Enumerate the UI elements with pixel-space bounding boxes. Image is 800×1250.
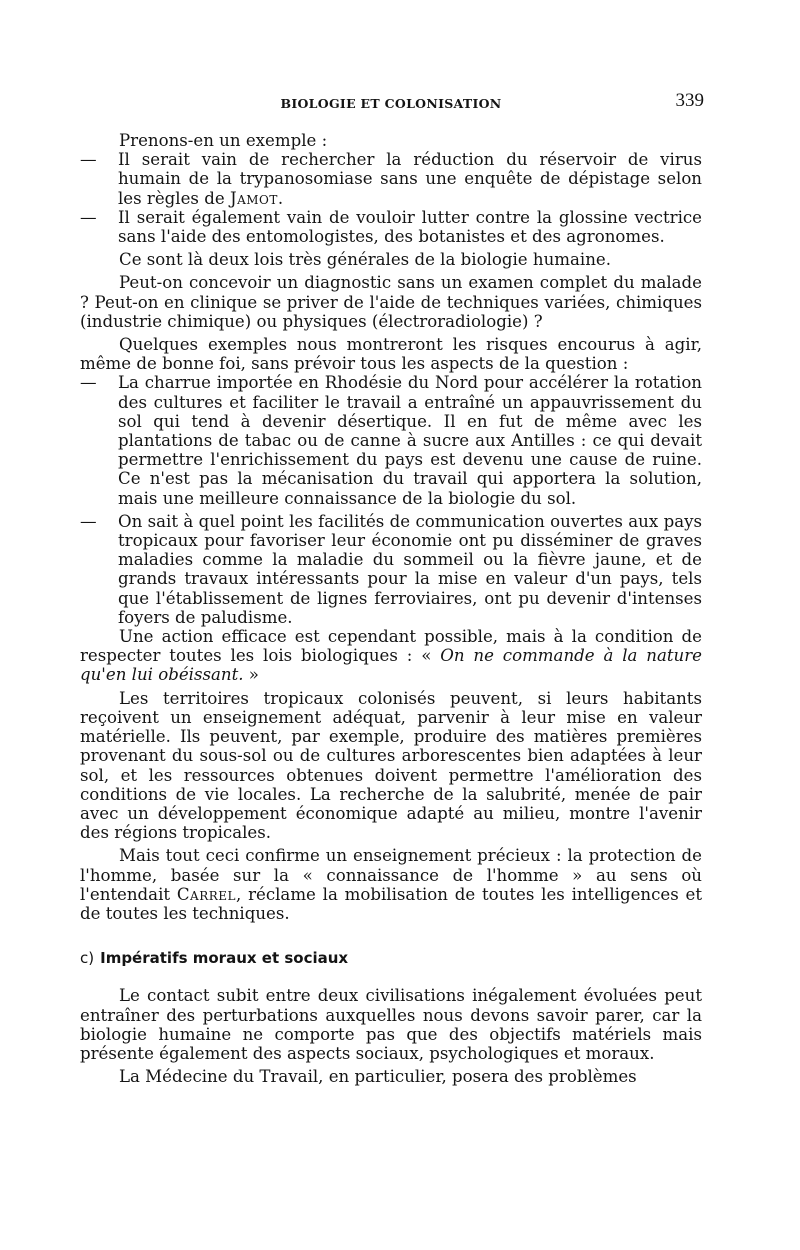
dash-item-text: On sait à quel point les facilités de communication ouvertes aux pays tropicaux pour favoriser leur économie ont pu disséminer de graves maladies comme la maladie du sommeil ou la fièvre jaune, et de grands travaux intéressants pour la mise en valeur d'un pays, tels que l'établissement de lignes ferroviaires, ont pu devenir d'intenses foyers de paludisme. bbox=[118, 511, 702, 627]
paragraph: Peut-on concevoir un diagnostic sans un examen complet du malade ? Peut-on en clinique se priver de l'aide de techniques variées, chimiques (industrie chimique) ou physiques (électroradiologie) ? bbox=[80, 273, 702, 331]
text-span: , réclame la mobilisation de toutes les intelligences et de toutes les techniques. bbox=[80, 884, 703, 923]
dash-item-text bbox=[118, 150, 702, 208]
quotation: On ne commande à la nature qu'en lui obéissant. bbox=[80, 646, 702, 685]
dash-item-text: La charrue importée en Rhodésie du Nord pour accélérer la rotation des cultures et faciliter le travail a entraîné un appauvrissement du sol qui tend à devenir désertique. Il en fut de même avec les plantations de tabac ou de canne à sucre aux Antilles : ce qui devait permettre l'enrichissement du pays est devenu une cause de ruine. Ce n'est pas la mécanisation du travail qui apportera la solution, mais une meilleure connaissance de la biologie du sol. bbox=[118, 373, 702, 508]
page-number: 339 bbox=[675, 90, 704, 111]
author-name: Carrel bbox=[176, 884, 237, 904]
paragraph: Ce sont là deux lois très générales de la biologie humaine. bbox=[119, 250, 611, 270]
dash-item bbox=[80, 150, 702, 208]
dash-mark: — bbox=[80, 511, 97, 531]
author-name: Jamot bbox=[229, 188, 278, 208]
text-span: Mais tout ceci confirme un enseignement précieux : la protection de l'homme, basée sur la « connaissance de l'homme » au sens où l'entendait bbox=[80, 846, 702, 904]
paragraph bbox=[80, 627, 702, 685]
text-span: . bbox=[277, 188, 284, 208]
dash-item bbox=[80, 208, 702, 246]
dash-item bbox=[80, 512, 702, 627]
dash-item bbox=[80, 373, 702, 507]
dash-mark: — bbox=[80, 150, 97, 170]
section-heading bbox=[80, 949, 702, 968]
paragraph: La Médecine du Travail, en particulier, posera des problèmes bbox=[119, 1067, 637, 1087]
running-head: BIOLOGIE ET COLONISATION bbox=[280, 96, 502, 111]
text-span: » bbox=[243, 665, 259, 685]
dash-mark: — bbox=[80, 373, 97, 393]
paragraph: Les territoires tropicaux colonisés peuvent, si leurs habitants reçoivent un enseignement adéquat, parvenir à leur mise en valeur matérielle. Ils peuvent, par exemple, produire des matières premières provenant du sous-sol ou de cultures arborescentes bien adaptées à leur sol, et les ressources obtenues doivent permettre l'amélioration des conditions de vie locales. La recherche de la salubrité, menée de pair avec un développement économique adapté au milieu, montre l'avenir des régions tropicales. bbox=[80, 688, 702, 843]
section-title: Impératifs moraux et sociaux bbox=[100, 949, 349, 968]
paragraph: Quelques exemples nous montreront les risques encourus à agir, même de bonne foi, sans prévoir tous les aspects de la question : bbox=[80, 335, 702, 374]
paragraph: Le contact subit entre deux civilisations inégalement évoluées peut entraîner des perturbations auxquelles nous devons savoir parer, car la biologie humaine ne comporte pas que des objectifs matériels mais présente également des aspects sociaux, psychologiques et moraux. bbox=[80, 986, 702, 1063]
dash-mark: — bbox=[80, 207, 97, 227]
text-span: Une action efficace est cependant possible, mais à la condition de respecter toutes les lois biologiques : « bbox=[80, 627, 702, 666]
dash-item-text: Il serait également vain de vouloir lutter contre la glossine vectrice sans l'aide des entomologistes, des botanistes et des agronomes. bbox=[118, 207, 702, 247]
section-letter: c) bbox=[80, 949, 95, 968]
paragraph bbox=[80, 846, 702, 923]
body-text bbox=[80, 131, 702, 1086]
paragraph: Prenons-en un exemple : bbox=[119, 131, 328, 150]
text-span: Il serait vain de rechercher la réduction du réservoir de virus humain de la trypanosomiase sans une enquête de dépistage selon les règles de bbox=[118, 150, 702, 208]
